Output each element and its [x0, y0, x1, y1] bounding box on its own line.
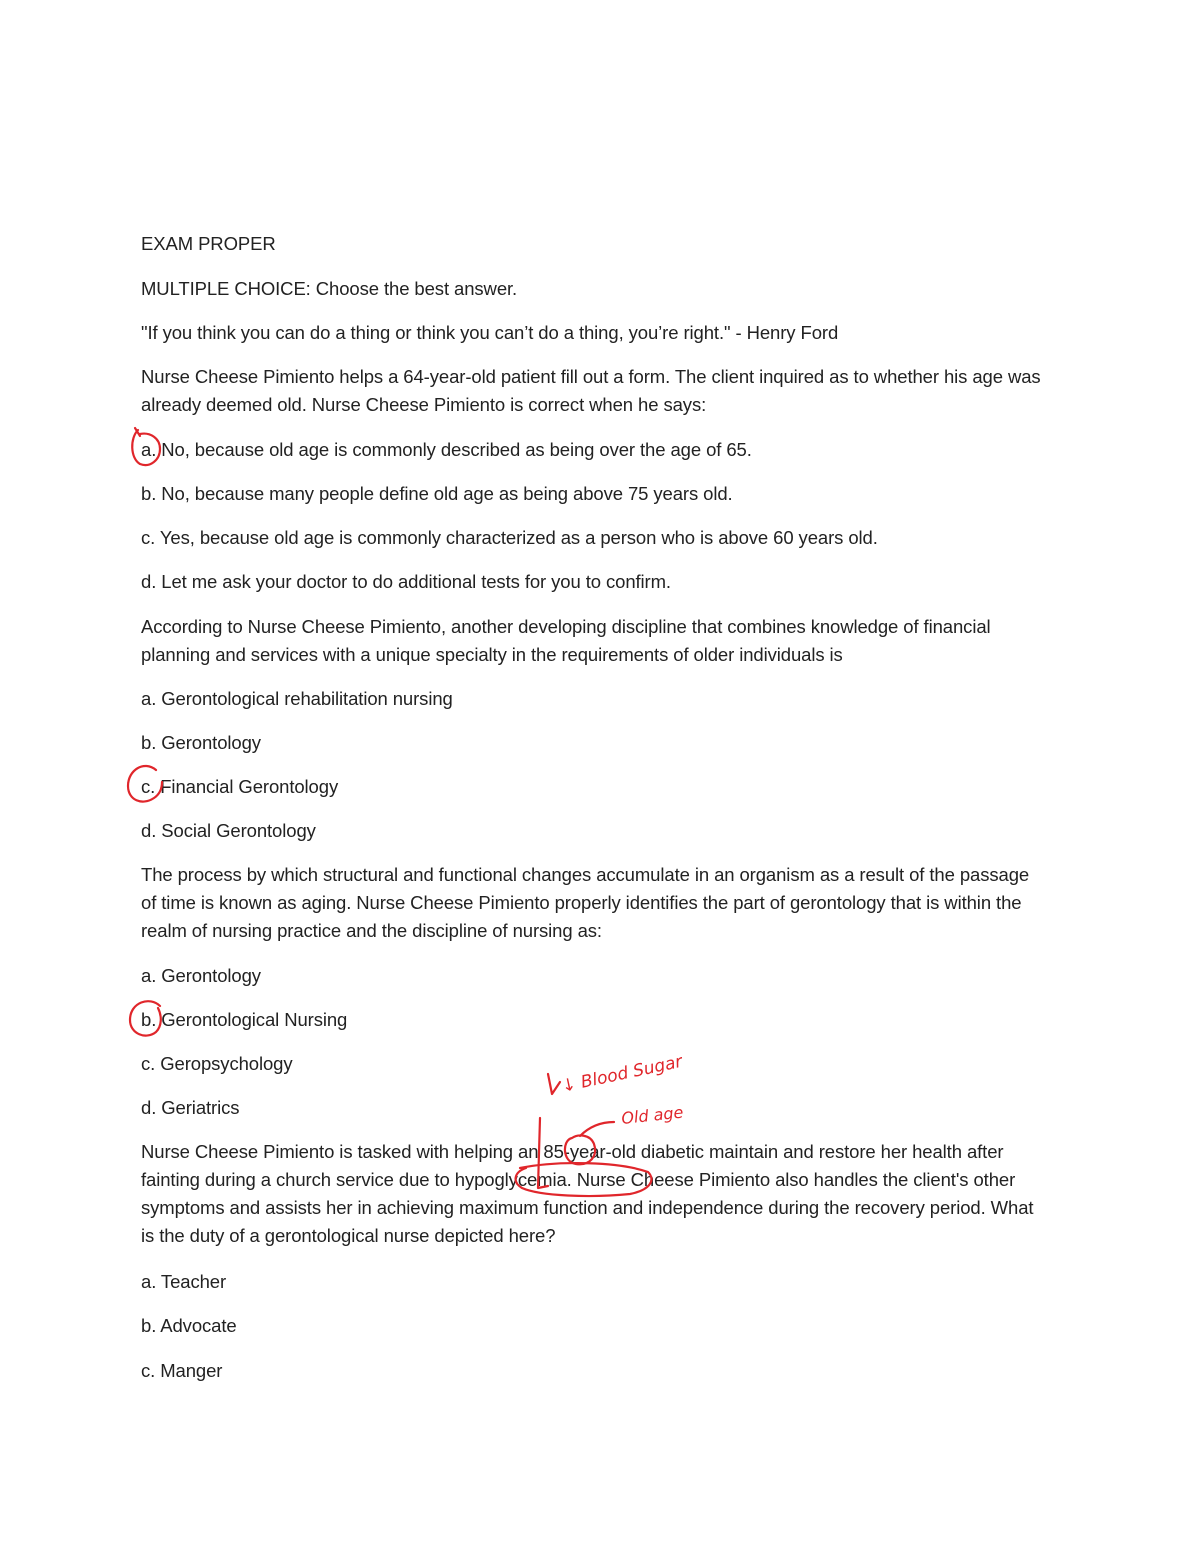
question-3-option-b: b. Gerontological Nursing — [141, 1009, 348, 1030]
question-3-option-d: d. Geriatrics — [141, 1097, 240, 1118]
question-1-stem: Nurse Cheese Pimiento helps a 64-year-old patient fill out a form. The client inquired as to whether his age was already deemed old. Nurse Cheese Pimiento is correct when he says: — [141, 366, 1041, 415]
question-1-option-a: a. No, because old age is commonly described as being over the age of 65. — [141, 439, 752, 460]
exam-title: EXAM PROPER — [141, 233, 276, 254]
question-3-stem: The process by which structural and functional changes accumulate in an organism as a result of the passage of time is known as aging. Nurse Cheese Pimiento properly identifies the part of gerontology that is within the realm of nursing practice and the discipline of nursing as: — [141, 864, 1030, 941]
question-3-option-a: a. Gerontology — [141, 965, 261, 986]
arrow-old-age — [580, 1122, 614, 1136]
question-1-option-c: c. Yes, because old age is commonly characterized as a person who is above 60 years old. — [141, 527, 878, 548]
down-arrow-mark — [548, 1074, 560, 1094]
question-2-stem: According to Nurse Cheese Pimiento, another developing discipline that combines knowledge of financial planning and services with a unique specialty in the requirements of older individuals is — [141, 616, 991, 665]
question-2-option-a: a. Gerontological rehabilitation nursing — [141, 688, 453, 709]
question-3-option-c: c. Geropsychology — [141, 1053, 293, 1074]
question-4-option-c: c. Manger — [141, 1360, 223, 1381]
question-1-option-b: b. No, because many people define old age as being above 75 years old. — [141, 483, 733, 504]
question-1-option-d: d. Let me ask your doctor to do additional tests for you to confirm. — [141, 571, 671, 592]
question-4-option-b: b. Advocate — [141, 1315, 237, 1336]
question-2-option-c: c. Financial Gerontology — [141, 776, 339, 797]
quote: "If you think you can do a thing or think you can’t do a thing, you’re right." - Henry Ford — [141, 322, 839, 343]
question-4-option-a: a. Teacher — [141, 1271, 227, 1292]
question-2-option-d: d. Social Gerontology — [141, 820, 316, 841]
question-4-stem: Nurse Cheese Pimiento is tasked with helping an 85-year-old diabetic maintain and restore her health after fainting during a church service due to hypoglycemia. Nurse Cheese Pimiento also handles the client's other symptoms and assists her in achieving maximum function and independence during the recovery period. What is the duty of a gerontological nurse depicted here? — [141, 1141, 1034, 1246]
note-old-age: Old age — [620, 1102, 685, 1128]
question-2-option-b: b. Gerontology — [141, 732, 261, 753]
instructions: MULTIPLE CHOICE: Choose the best answer. — [141, 278, 518, 299]
note-blood-sugar: ↓ Blood Sugar — [559, 1051, 685, 1097]
